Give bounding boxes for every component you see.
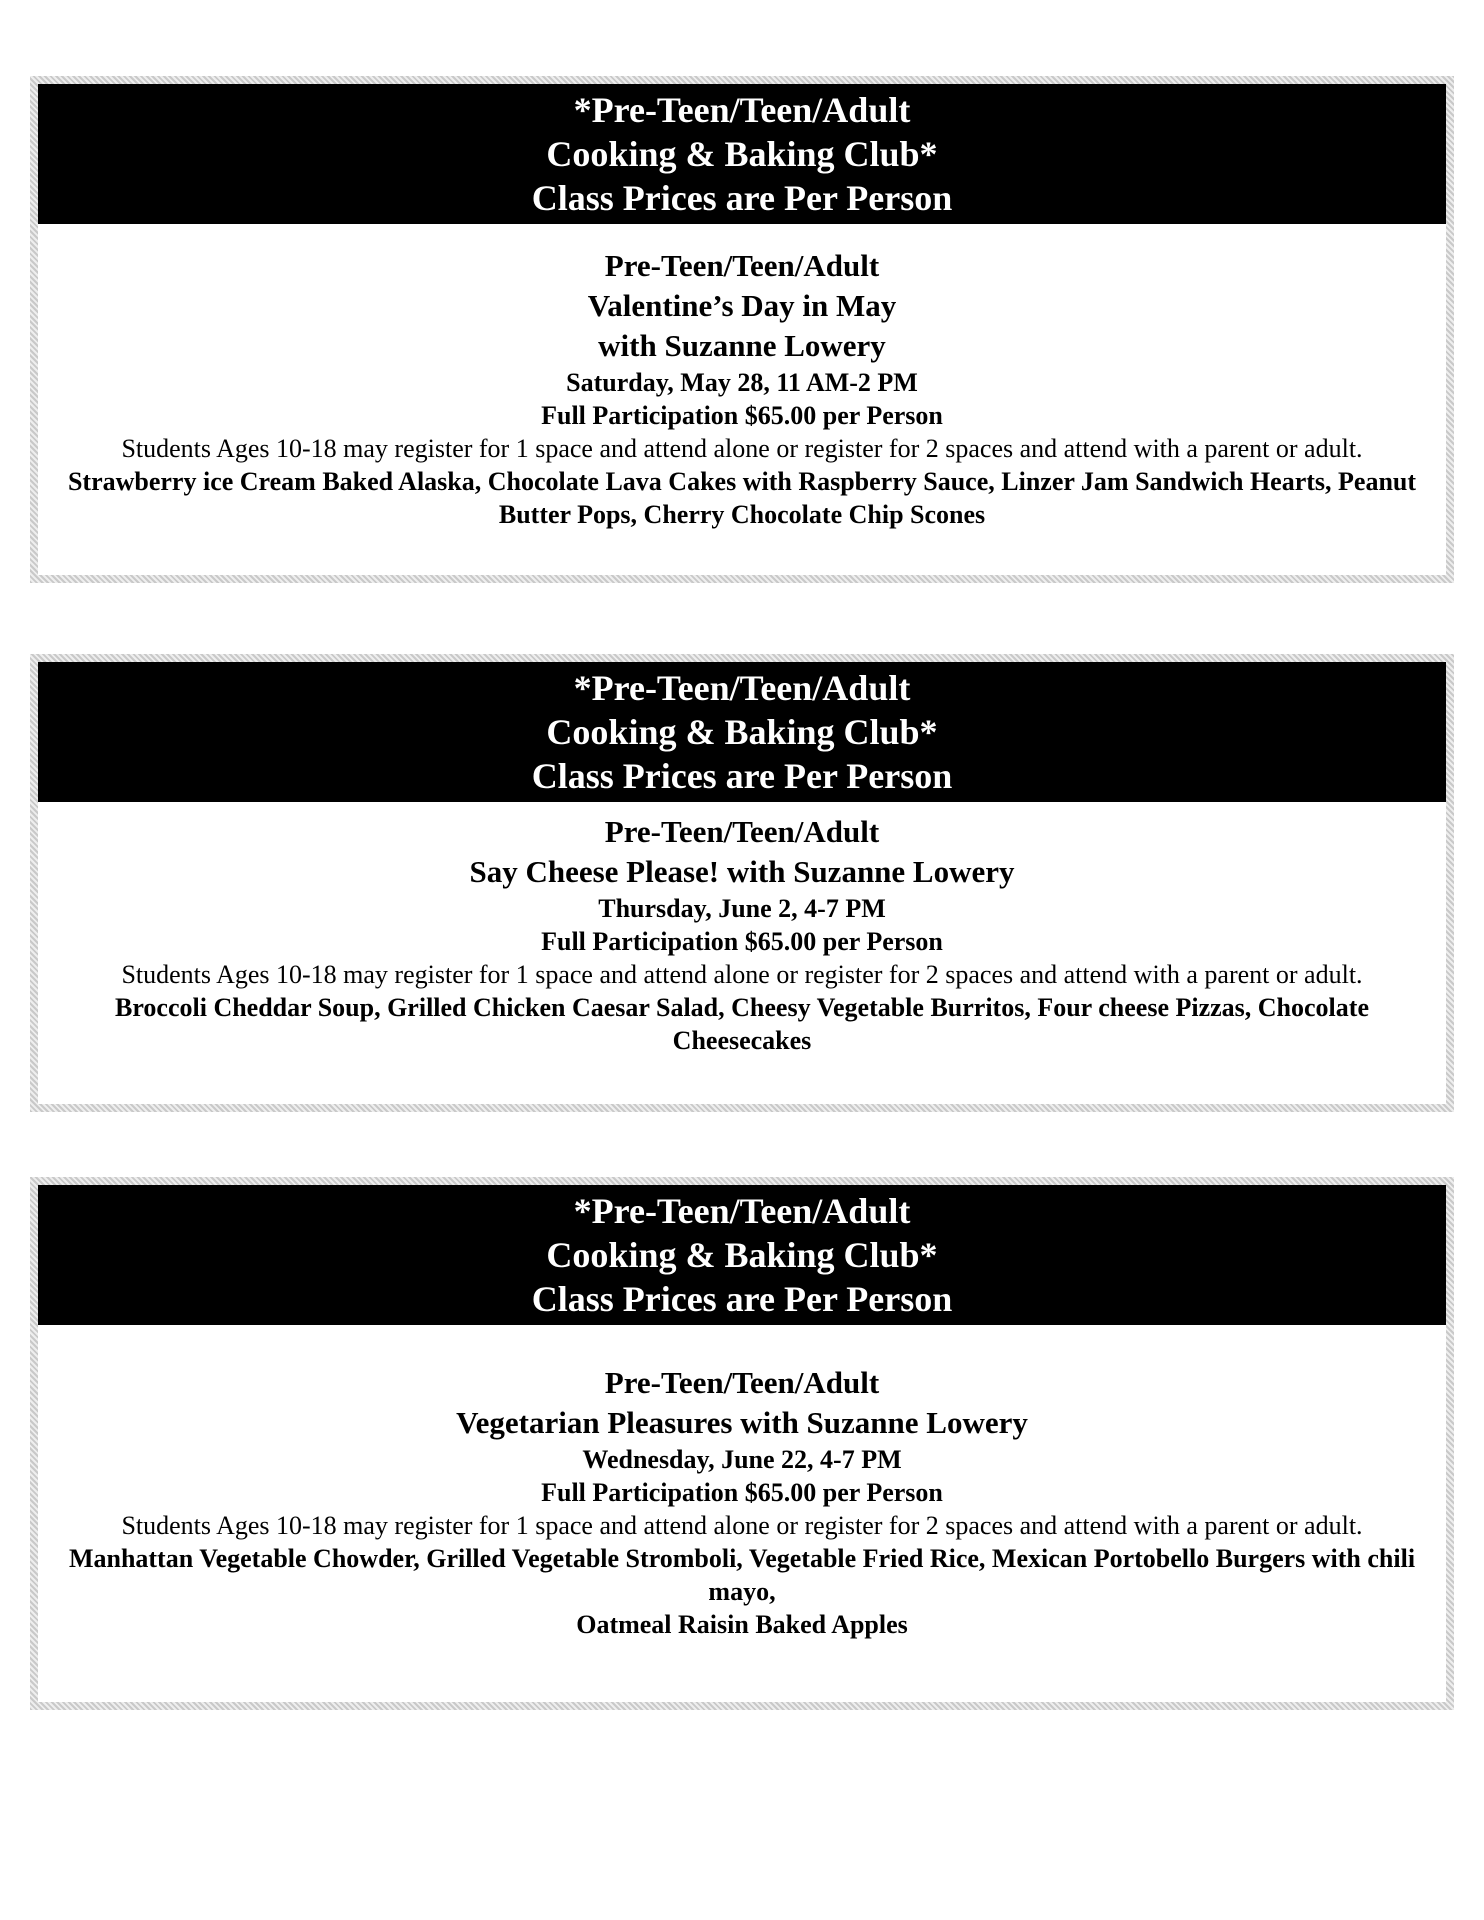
class-card-vegetarian [30,1177,1454,1710]
class-audience: Pre-Teen/Teen/Adult [604,1365,880,1400]
registration-note: Students Ages 10-18 may register for 1 space and attend alone or register for 2 spaces and attend with a parent or adult. [121,960,1363,989]
class-card-say-cheese [30,654,1454,1112]
class-title: Say Cheese Please! with Suzanne Lowery [469,854,1015,889]
class-details [38,1325,1446,1641]
class-date: Thursday, June 2, 4-7 PM [598,894,886,923]
class-menu: Manhattan Vegetable Chowder, Grilled Vegetable Stromboli, Vegetable Fried Rice, Mexican Portobello Burgers with chili mayo, [68,1544,1416,1606]
registration-note: Students Ages 10-18 may register for 1 space and attend alone or register for 2 spaces and attend with a parent or adult. [121,434,1363,463]
club-header [38,1185,1446,1325]
class-date: Saturday, May 28, 11 AM-2 PM [566,368,918,397]
header-line: Cooking & Baking Club* [546,1235,938,1275]
club-header [38,662,1446,802]
header-line: Class Prices are Per Person [531,178,953,218]
header-line: Class Prices are Per Person [531,1279,953,1319]
class-details [38,802,1446,1057]
header-line: *Pre-Teen/Teen/Adult [573,1191,911,1231]
class-title: Valentine’s Day in May [587,288,897,323]
class-price: Full Participation $65.00 per Person [541,401,943,430]
class-title: Vegetarian Pleasures with Suzanne Lowery [456,1405,1028,1440]
class-price: Full Participation $65.00 per Person [541,927,943,956]
class-date: Wednesday, June 22, 4-7 PM [582,1445,902,1474]
class-menu: Strawberry ice Cream Baked Alaska, Chocolate Lava Cakes with Raspberry Sauce, Linzer Jam Sandwich Hearts, Peanut Butter Pops, Cherry Chocolate Chip Scones [67,467,1417,529]
class-menu: Oatmeal Raisin Baked Apples [576,1610,908,1639]
class-title: with Suzanne Lowery [598,328,886,363]
header-line: *Pre-Teen/Teen/Adult [573,668,911,708]
header-line: *Pre-Teen/Teen/Adult [573,90,911,130]
class-card-valentines [30,76,1454,583]
class-menu: Broccoli Cheddar Soup, Grilled Chicken Caesar Salad, Cheesy Vegetable Burritos, Four cheese Pizzas, Chocolate Cheesecakes [115,993,1369,1055]
class-details [38,224,1446,531]
header-line: Cooking & Baking Club* [546,712,938,752]
club-header [38,84,1446,224]
header-line: Class Prices are Per Person [531,756,953,796]
class-price: Full Participation $65.00 per Person [541,1478,943,1507]
registration-note: Students Ages 10-18 may register for 1 space and attend alone or register for 2 spaces and attend with a parent or adult. [121,1511,1363,1540]
class-audience: Pre-Teen/Teen/Adult [604,248,880,283]
class-audience: Pre-Teen/Teen/Adult [604,814,880,849]
header-line: Cooking & Baking Club* [546,134,938,174]
